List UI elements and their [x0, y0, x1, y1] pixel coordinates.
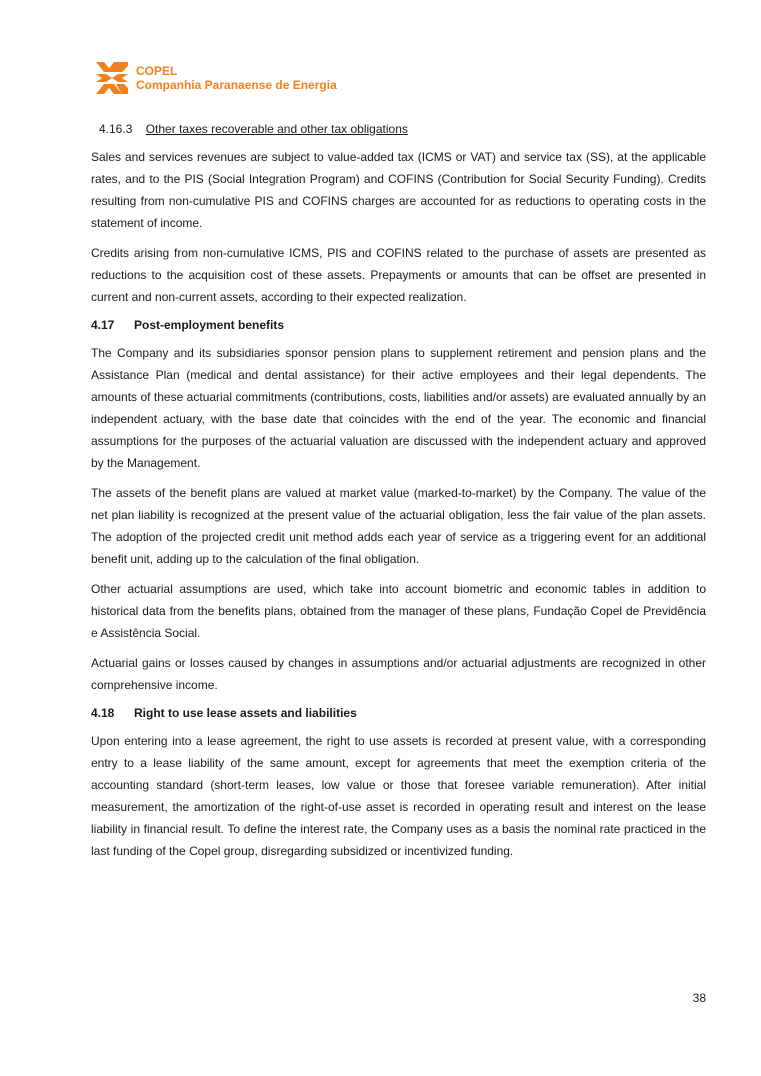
section-heading-4-17 [91, 316, 706, 334]
paragraph: Actuarial gains or losses caused by changes in assumptions and/or actuarial adjustments are recognized in other comprehensive income. [91, 656, 706, 692]
section-number: 4.17 [91, 318, 115, 332]
document-body [91, 118, 706, 870]
paragraph: The Company and its subsidiaries sponsor pension plans to supplement retirement and pension plans and the Assistance Plan (medical and dental assistance) for their active employees and their legal dependents. The amounts of these actuarial commitments (contributions, costs, liabilities and/or assets) are evaluated annually by an independent actuary, with the base date that coincides with the end of the year. The economic and financial assumptions for the purposes of the actuarial valuation are discussed with the independent actuary and approved by the Management. [91, 346, 706, 470]
subsection-number: 4.16.3 [99, 122, 133, 136]
subsection-heading-4-16-3 [99, 121, 706, 137]
paragraph: The assets of the benefit plans are valued at market value (marked-to-market) by the Company. The value of the net plan liability is recognized at the present value of the actuarial obligation, less the fair value of the plan assets. The adoption of the projected credit unit method adds each year of service as a triggering event for an additional benefit unit, adding up to the calculation of the final obligation. [91, 486, 706, 566]
paragraph: Upon entering into a lease agreement, the right to use assets is recorded at present value, with a corresponding entry to a lease liability of the same amount, except for agreements that meet the exemption criteria of the accounting standard (short-term leases, low value or those that foresee variable remuneration). After initial measurement, the amortization of the right-of-use asset is recorded in operating result and interest on the lease liability in financial result. To define the interest rate, the Company uses as a basis the nominal rate practiced in the last funding of the Copel group, disregarding subsidized or incentivized funding. [91, 734, 706, 858]
section-title: Post-employment benefits [134, 318, 285, 332]
logo-brand: COPEL [136, 64, 178, 78]
logo-company-name: Companhia Paranaense de Energia [136, 78, 337, 92]
paragraph: Sales and services revenues are subject to value-added tax (ICMS or VAT) and service tax (SS), at the applicable rates, and to the PIS (Social Integration Program) and COFINS (Contribution for Social Security Funding). Credits resulting from non-cumulative PIS and COFINS charges are accounted for as reductions to operating costs in the statement of income. [91, 150, 706, 230]
paragraph: Other actuarial assumptions are used, which take into account biometric and economic tables in addition to historical data from the benefits plans, obtained from the manager of these plans, Fundação Copel de Previdência e Assistência Social. [91, 582, 706, 640]
logo-text [136, 64, 337, 92]
paragraph: Credits arising from non-cumulative ICMS, PIS and COFINS related to the purchase of assets are presented as reductions to the acquisition cost of these assets. Prepayments or amounts that can be offset are presented in current and non-current assets, according to their expected realization. [91, 246, 706, 304]
section-heading-4-18 [91, 704, 706, 722]
section-number: 4.18 [91, 706, 115, 720]
subsection-title: Other taxes recoverable and other tax obligations [145, 122, 408, 136]
page-number: 38 [692, 991, 706, 1005]
section-title: Right to use lease assets and liabilities [134, 706, 357, 720]
copel-logo-icon [94, 60, 130, 96]
